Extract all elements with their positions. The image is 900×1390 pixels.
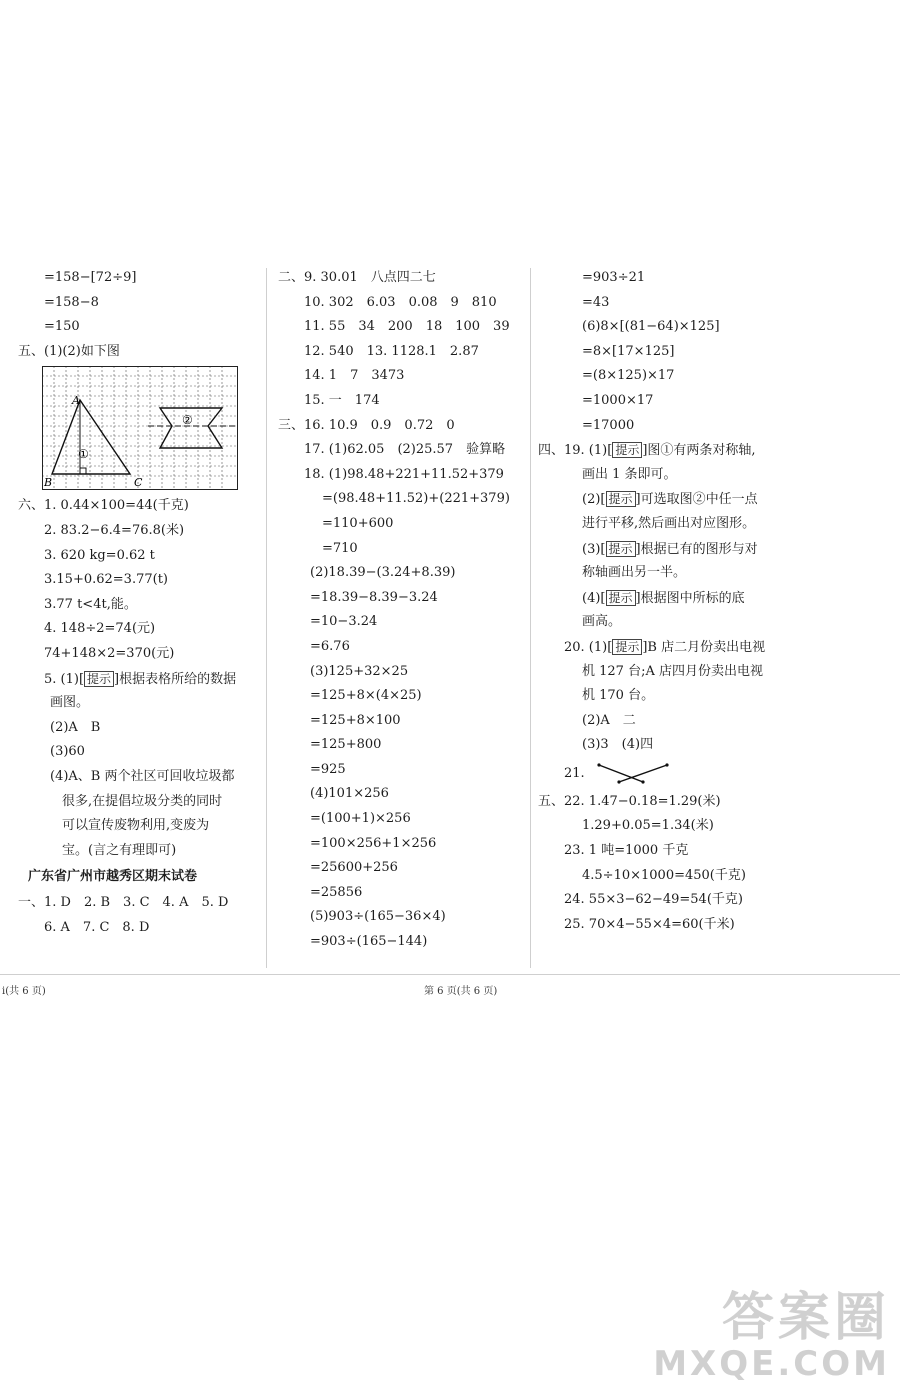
hint-badge: 提示 bbox=[612, 639, 642, 655]
calc-line: =10−3.24 bbox=[310, 614, 378, 630]
answer-line: 3.77 t<4t,能。 bbox=[44, 596, 137, 612]
watermark-url: MXQE.COM bbox=[653, 1344, 890, 1384]
answer-line: (4)[ 提示 ]根据图中所标的底 bbox=[582, 590, 745, 606]
answer-line: 11. 55 34 200 18 100 39 bbox=[304, 319, 510, 335]
calc-line: =25600+256 bbox=[310, 860, 398, 876]
answer-line: (2)[ 提示 ]可选取图②中任一点 bbox=[582, 492, 758, 508]
answer-line: (2)A 二 bbox=[582, 712, 636, 728]
answer-line: 3.15+0.62=3.77(t) bbox=[44, 572, 168, 588]
section-heading: 五、22. 1.47−0.18=1.29(米) bbox=[538, 793, 721, 809]
calc-line: (6)8×[(81−64)×125] bbox=[582, 319, 720, 335]
section-heading: 五、(1)(2)如下图 bbox=[18, 343, 120, 359]
answer-line: 18. (1)98.48+221+11.52+379 bbox=[304, 466, 504, 482]
answer-line: 74+148×2=370(元) bbox=[44, 645, 175, 661]
answer-column-1 bbox=[18, 266, 263, 940]
answer-line: 15. 一 174 bbox=[304, 392, 380, 408]
hint-badge: 提示 bbox=[606, 590, 636, 606]
calc-line: (2)18.39−(3.24+8.39) bbox=[310, 565, 456, 581]
calc-line: =158−[72÷9] bbox=[44, 270, 137, 285]
calc-line: =110+600 bbox=[322, 515, 394, 531]
calc-line: =903÷21 bbox=[582, 270, 646, 285]
calc-line: =25856 bbox=[310, 884, 363, 900]
column-divider bbox=[266, 268, 267, 968]
calc-line: =158−8 bbox=[44, 294, 99, 310]
vertex-a-label: A bbox=[72, 394, 80, 408]
calc-line: =6.76 bbox=[310, 638, 350, 654]
answer-line: 进行平移,然后画出对应图形。 bbox=[582, 515, 756, 531]
page-footer-center: 第 6 页(共 6 页) bbox=[424, 986, 498, 997]
section-heading: 一、1. D 2. B 3. C 4. A 5. D bbox=[18, 895, 229, 911]
answer-line: (3)3 (4)四 bbox=[582, 737, 654, 753]
answer-line: 12. 540 13. 1128.1 2.87 bbox=[304, 343, 479, 359]
site-watermark bbox=[653, 1290, 890, 1382]
answer-line: 5. (1)[ 提示 ]根据表格所给的数据 bbox=[44, 671, 237, 687]
answer-line: 宝。(言之有理即可) bbox=[62, 842, 177, 858]
column-divider bbox=[530, 268, 531, 968]
answer-line: 称轴画出另一半。 bbox=[582, 565, 687, 581]
calc-line: (5)903÷(165−36×4) bbox=[310, 909, 446, 925]
answer-line: 画出 1 条即可。 bbox=[582, 466, 677, 482]
grid-figure bbox=[42, 366, 238, 490]
answer-line: 6. A 7. C 8. D bbox=[44, 919, 150, 935]
hint-badge: 提示 bbox=[84, 671, 114, 687]
calc-line: =18.39−8.39−3.24 bbox=[310, 589, 438, 605]
answer-line: 画高。 bbox=[582, 614, 622, 630]
triangle-shape bbox=[52, 400, 130, 474]
watermark-logo-text: 答案圈 bbox=[721, 1288, 890, 1348]
section-heading: 六、1. 0.44×100=44(千克) bbox=[18, 498, 189, 514]
calc-line: =925 bbox=[310, 761, 346, 777]
page-footer-left: i(共 6 页) bbox=[2, 986, 46, 997]
answer-line: 4. 148÷2=74(元) bbox=[44, 621, 156, 637]
hint-badge: 提示 bbox=[606, 491, 636, 507]
vertex-b-label: B bbox=[44, 476, 53, 490]
calc-line: =43 bbox=[582, 294, 610, 310]
answer-line: 10. 302 6.03 0.08 9 810 bbox=[304, 294, 497, 310]
calc-line: =8×[17×125] bbox=[582, 343, 675, 359]
answer-line: (2)A B bbox=[50, 719, 101, 735]
calc-line: (3)125+32×25 bbox=[310, 663, 409, 679]
answer-line: 机 170 台。 bbox=[582, 688, 655, 704]
hint-badge: 提示 bbox=[606, 541, 636, 557]
answer-line: 机 127 台;A 店四月份卖出电视 bbox=[582, 663, 763, 679]
calc-line: =903÷(165−144) bbox=[310, 934, 428, 950]
calc-line: =150 bbox=[44, 319, 80, 335]
calc-line: =17000 bbox=[582, 417, 635, 433]
answer-line: (4)A、B 两个社区可回收垃圾都 bbox=[50, 768, 235, 784]
calc-line: =(100+1)×256 bbox=[310, 811, 411, 827]
hint-badge: 提示 bbox=[612, 442, 642, 458]
answer-line: 4.5÷10×1000=450(千克) bbox=[582, 867, 746, 883]
answer-line: 画图。 bbox=[50, 695, 90, 711]
calc-line: =125+8×(4×25) bbox=[310, 688, 422, 704]
figure-2-label: ② bbox=[182, 413, 193, 428]
footer-divider bbox=[0, 974, 900, 975]
calc-line: (4)101×256 bbox=[310, 786, 389, 802]
answer-line: 24. 55×3−62−49=54(千克) bbox=[564, 892, 743, 908]
answer-line: 25. 70×4−55×4=60(千米) bbox=[564, 916, 735, 932]
answer-column-3 bbox=[538, 266, 783, 937]
figure-1-label: ① bbox=[78, 447, 89, 462]
calc-line: =125+800 bbox=[310, 737, 382, 753]
answer-line: 14. 1 7 3473 bbox=[304, 368, 405, 384]
exam-title: 广东省广州市越秀区期末试卷 bbox=[28, 869, 198, 885]
answer-line: 3. 620 kg=0.62 t bbox=[44, 547, 155, 563]
section-heading: 二、9. 30.01 八点四二七 bbox=[278, 270, 436, 285]
answer-line: 1.29+0.05=1.34(米) bbox=[582, 818, 714, 834]
answer-line: 23. 1 吨=1000 千克 bbox=[564, 843, 689, 859]
calc-line: =125+8×100 bbox=[310, 712, 401, 728]
vertex-c-label: C bbox=[134, 476, 143, 490]
calc-line: =710 bbox=[322, 540, 358, 556]
answer-column-2 bbox=[278, 266, 528, 955]
calc-line: =100×256+1×256 bbox=[310, 835, 437, 851]
answer-line: 20. (1)[ 提示 ]B 店二月份卖出电视 bbox=[564, 639, 766, 655]
answer-line: 可以宣传废物利用,变废为 bbox=[62, 818, 210, 834]
calc-line: =1000×17 bbox=[582, 392, 654, 408]
crossed-lines-figure bbox=[595, 761, 671, 785]
calc-line: =(8×125)×17 bbox=[582, 368, 675, 384]
answer-line: 很多,在提倡垃圾分类的同时 bbox=[62, 793, 223, 809]
section-heading: 四、19. (1)[ 提示 ]图①有两条对称轴, bbox=[538, 443, 756, 459]
section-heading: 三、16. 10.9 0.9 0.72 0 bbox=[278, 417, 455, 433]
answer-line: (3)60 bbox=[50, 744, 85, 760]
answer-line: (3)[ 提示 ]根据已有的图形与对 bbox=[582, 541, 758, 557]
answer-line: 17. (1)62.05 (2)25.57 验算略 bbox=[304, 442, 506, 458]
answer-line: 2. 83.2−6.4=76.8(米) bbox=[44, 522, 185, 538]
answer-line: 21. bbox=[538, 758, 783, 790]
calc-line: =(98.48+11.52)+(221+379) bbox=[322, 491, 510, 507]
